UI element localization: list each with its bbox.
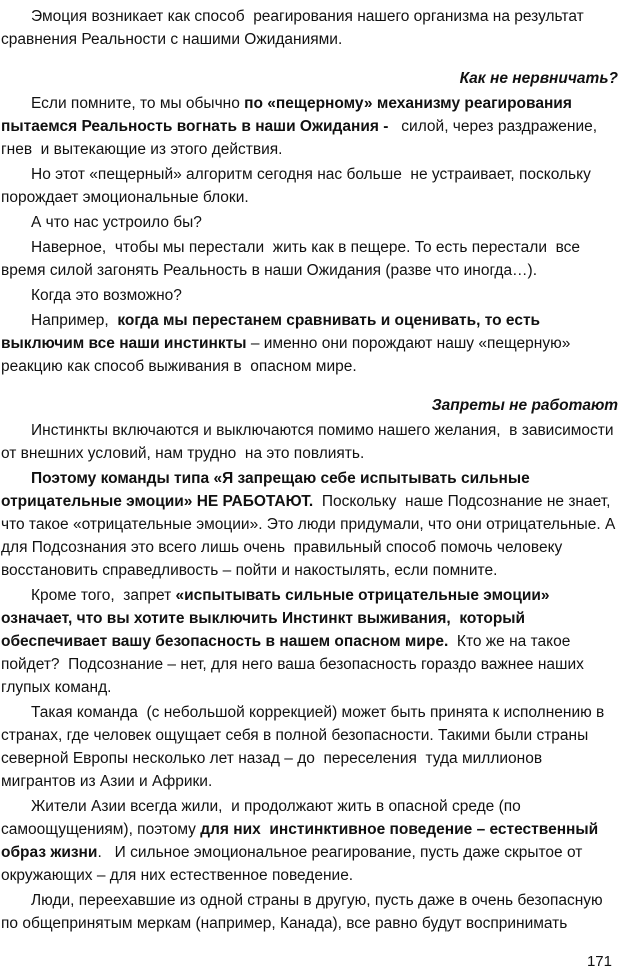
text-run: Люди, переехавшие из одной страны в другую, пусть даже в очень безопасную по общепринятым меркам (например, Канада), все равно будут воспринимать (1, 892, 607, 932)
paragraph (1, 584, 618, 699)
page-number: 171 (586, 953, 612, 970)
text-run: . И сильное эмоциональное реагирование, пусть даже скрытое от окружающих – для них естественное поведение. (1, 844, 587, 884)
text-run: Когда это возможно? (31, 287, 182, 304)
text-run: Такая команда (с небольшой коррекцией) может быть принята к исполнению в странах, где человек ощущает себя в полной безопасности. Такими были страны северной Европы несколько лет назад – до переселения туда миллионов мигрантов из Азии и Африки. (1, 704, 609, 790)
paragraph (1, 5, 618, 51)
paragraph (1, 236, 618, 282)
paragraph (1, 795, 618, 887)
paragraph (1, 163, 618, 209)
paragraph (1, 284, 618, 307)
text-run: Запреты не работают (431, 397, 618, 414)
paragraph (1, 467, 618, 582)
paragraph (1, 889, 618, 935)
text-run: Эмоция возникает как способ реагирования нашего организма на результат сравнения Реальности с нашими Ожиданиями. (1, 8, 589, 48)
text-run: когда мы перестанем сравнивать и оценивать, то есть выключим все наши инстинкты (1, 312, 545, 352)
paragraph (1, 211, 618, 234)
paragraph (1, 92, 618, 161)
text-column (1, 5, 618, 935)
text-run: Поскольку наше Подсознание не знает, что такое «отрицательные эмоции». Это люди придумали, что они отрицательные. А для Подсознания это всего лишь очень правильный способ помочь человеку восстановить справедливость – пойти и накостылять, если помните. (1, 493, 620, 579)
section-heading (1, 67, 618, 90)
text-run: по «пещерному» механизму реагирования пытаемся Реальность вогнать в наши Ожидания - (1, 95, 577, 135)
text-run: Жители Азии всегда жили, и продолжают жить в опасной среде (по самоощущениям), поэтому (1, 798, 526, 838)
text-run: А что нас устроило бы? (31, 214, 202, 231)
text-run: Инстинкты включаются и выключаются помимо нашего желания, в зависимости от внешних условий, нам трудно на это повлиять. (1, 422, 618, 462)
paragraph (1, 419, 618, 465)
text-run: силой, через раздражение, гнев и вытекающие из этого действия. (1, 118, 602, 158)
text-run: Кроме того, запрет (31, 587, 176, 604)
text-run: «испытывать сильные отрицательные эмоции» означает, что вы хотите выключить Инстинкт выживания, который обеспечивает вашу безопасность в нашем опасном мире. (1, 587, 554, 650)
text-run: Если помните, то мы обычно (31, 95, 245, 112)
section-heading (1, 394, 618, 417)
text-run: Кто же на такое пойдет? Подсознание – нет, для него ваша безопасность гораздо важнее наших глупых команд. (1, 633, 589, 696)
text-run: – именно они порождают нашу «пещерную» реакцию как способ выживания в опасном мире. (1, 335, 575, 375)
paragraph (1, 701, 618, 793)
paragraph (1, 309, 618, 378)
text-run: Например, (31, 312, 118, 329)
text-run: Поэтому команды типа «Я запрещаю себе испытывать сильные отрицательные эмоции» НЕ РАБОТАЮТ. (1, 470, 535, 510)
text-run: Но этот «пещерный» алгоритм сегодня нас больше не устраивает, поскольку порождает эмоциональные блоки. (1, 166, 596, 206)
text-run: для них инстинктивное поведение – естественный образ жизни (1, 821, 603, 861)
text-run: Наверное, чтобы мы перестали жить как в пещере. То есть перестали все время силой загонять Реальность в наши Ожидания (разве что иногда…). (1, 239, 585, 279)
text-run: Как не нервничать? (459, 70, 618, 87)
